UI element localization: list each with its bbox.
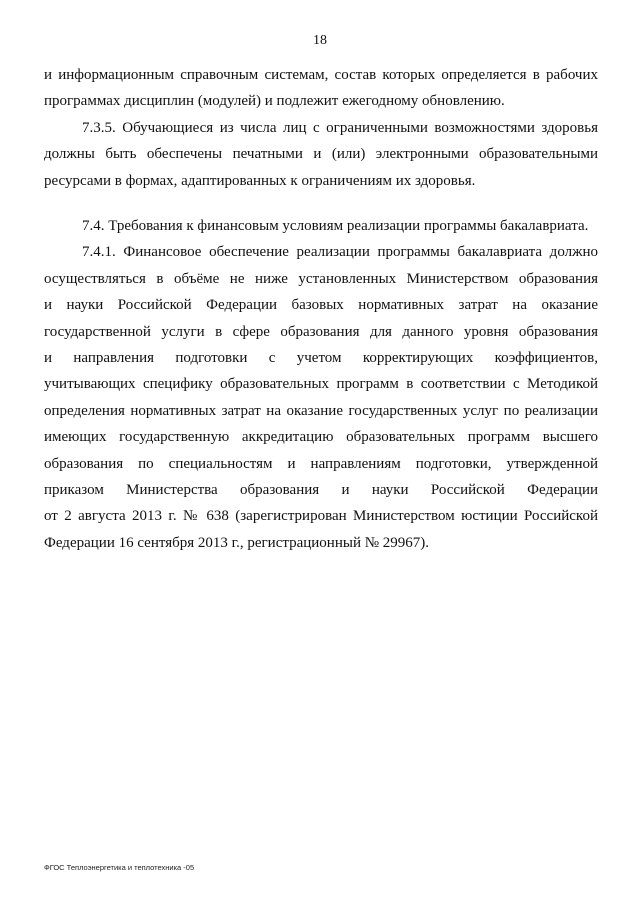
- section-heading: 7.4. Требования к финансовым условиям реализации программы бакалавриата.: [82, 218, 589, 234]
- body-line: и науки Российской Федерации базовых нормативных затрат на оказание: [44, 297, 598, 314]
- body-line: осуществляться в объёме не ниже установленных Министерством образования: [44, 270, 598, 287]
- body-line: учитывающих специфику образовательных программ в соответствии с Методикой: [44, 376, 598, 393]
- financial-conditions-section: [44, 213, 598, 556]
- body-line: определения нормативных затрат на оказание государственных услуг по реализации: [44, 402, 598, 419]
- body-line: должны быть обеспечены печатными и (или) электронными образовательными: [44, 146, 598, 163]
- body-line: государственной услуги в сфере образования для данного уровня образования: [44, 323, 598, 340]
- body-line: ресурсами в формах, адаптированных к ограничениям их здоровья.: [44, 172, 476, 189]
- body-line: программах дисциплин (модулей) и подлежит ежегодному обновлению.: [44, 93, 505, 110]
- body-line: имеющих государственную аккредитацию образовательных программ высшего: [44, 429, 598, 446]
- body-line: и направления подготовки с учетом корректирующих коэффициентов,: [44, 349, 598, 366]
- body-line: образования по специальностям и направлениям подготовки, утвержденной: [44, 455, 598, 472]
- continued-paragraph-block: [44, 62, 598, 194]
- body-line: и информационным справочным системам, состав которых определяется в рабочих: [44, 67, 598, 83]
- page-number: 18: [313, 33, 327, 48]
- body-line: 7.3.5. Обучающиеся из числа лиц с ограниченными возможностями здоровья: [82, 119, 598, 136]
- body-line: Федерации 16 сентября 2013 г., регистрационный № 29967).: [44, 534, 430, 551]
- body-line: от 2 августа 2013 г. № 638 (зарегистрирован Министерством юстиции Российской: [44, 508, 598, 525]
- body-line: 7.4.1. Финансовое обеспечение реализации программы бакалавриата должно: [82, 244, 598, 261]
- body-line: приказом Министерства образования и науки Российской Федерации: [44, 481, 598, 498]
- document-footer: ФГОС Теплоэнергетика и теплотехника -05: [44, 863, 195, 872]
